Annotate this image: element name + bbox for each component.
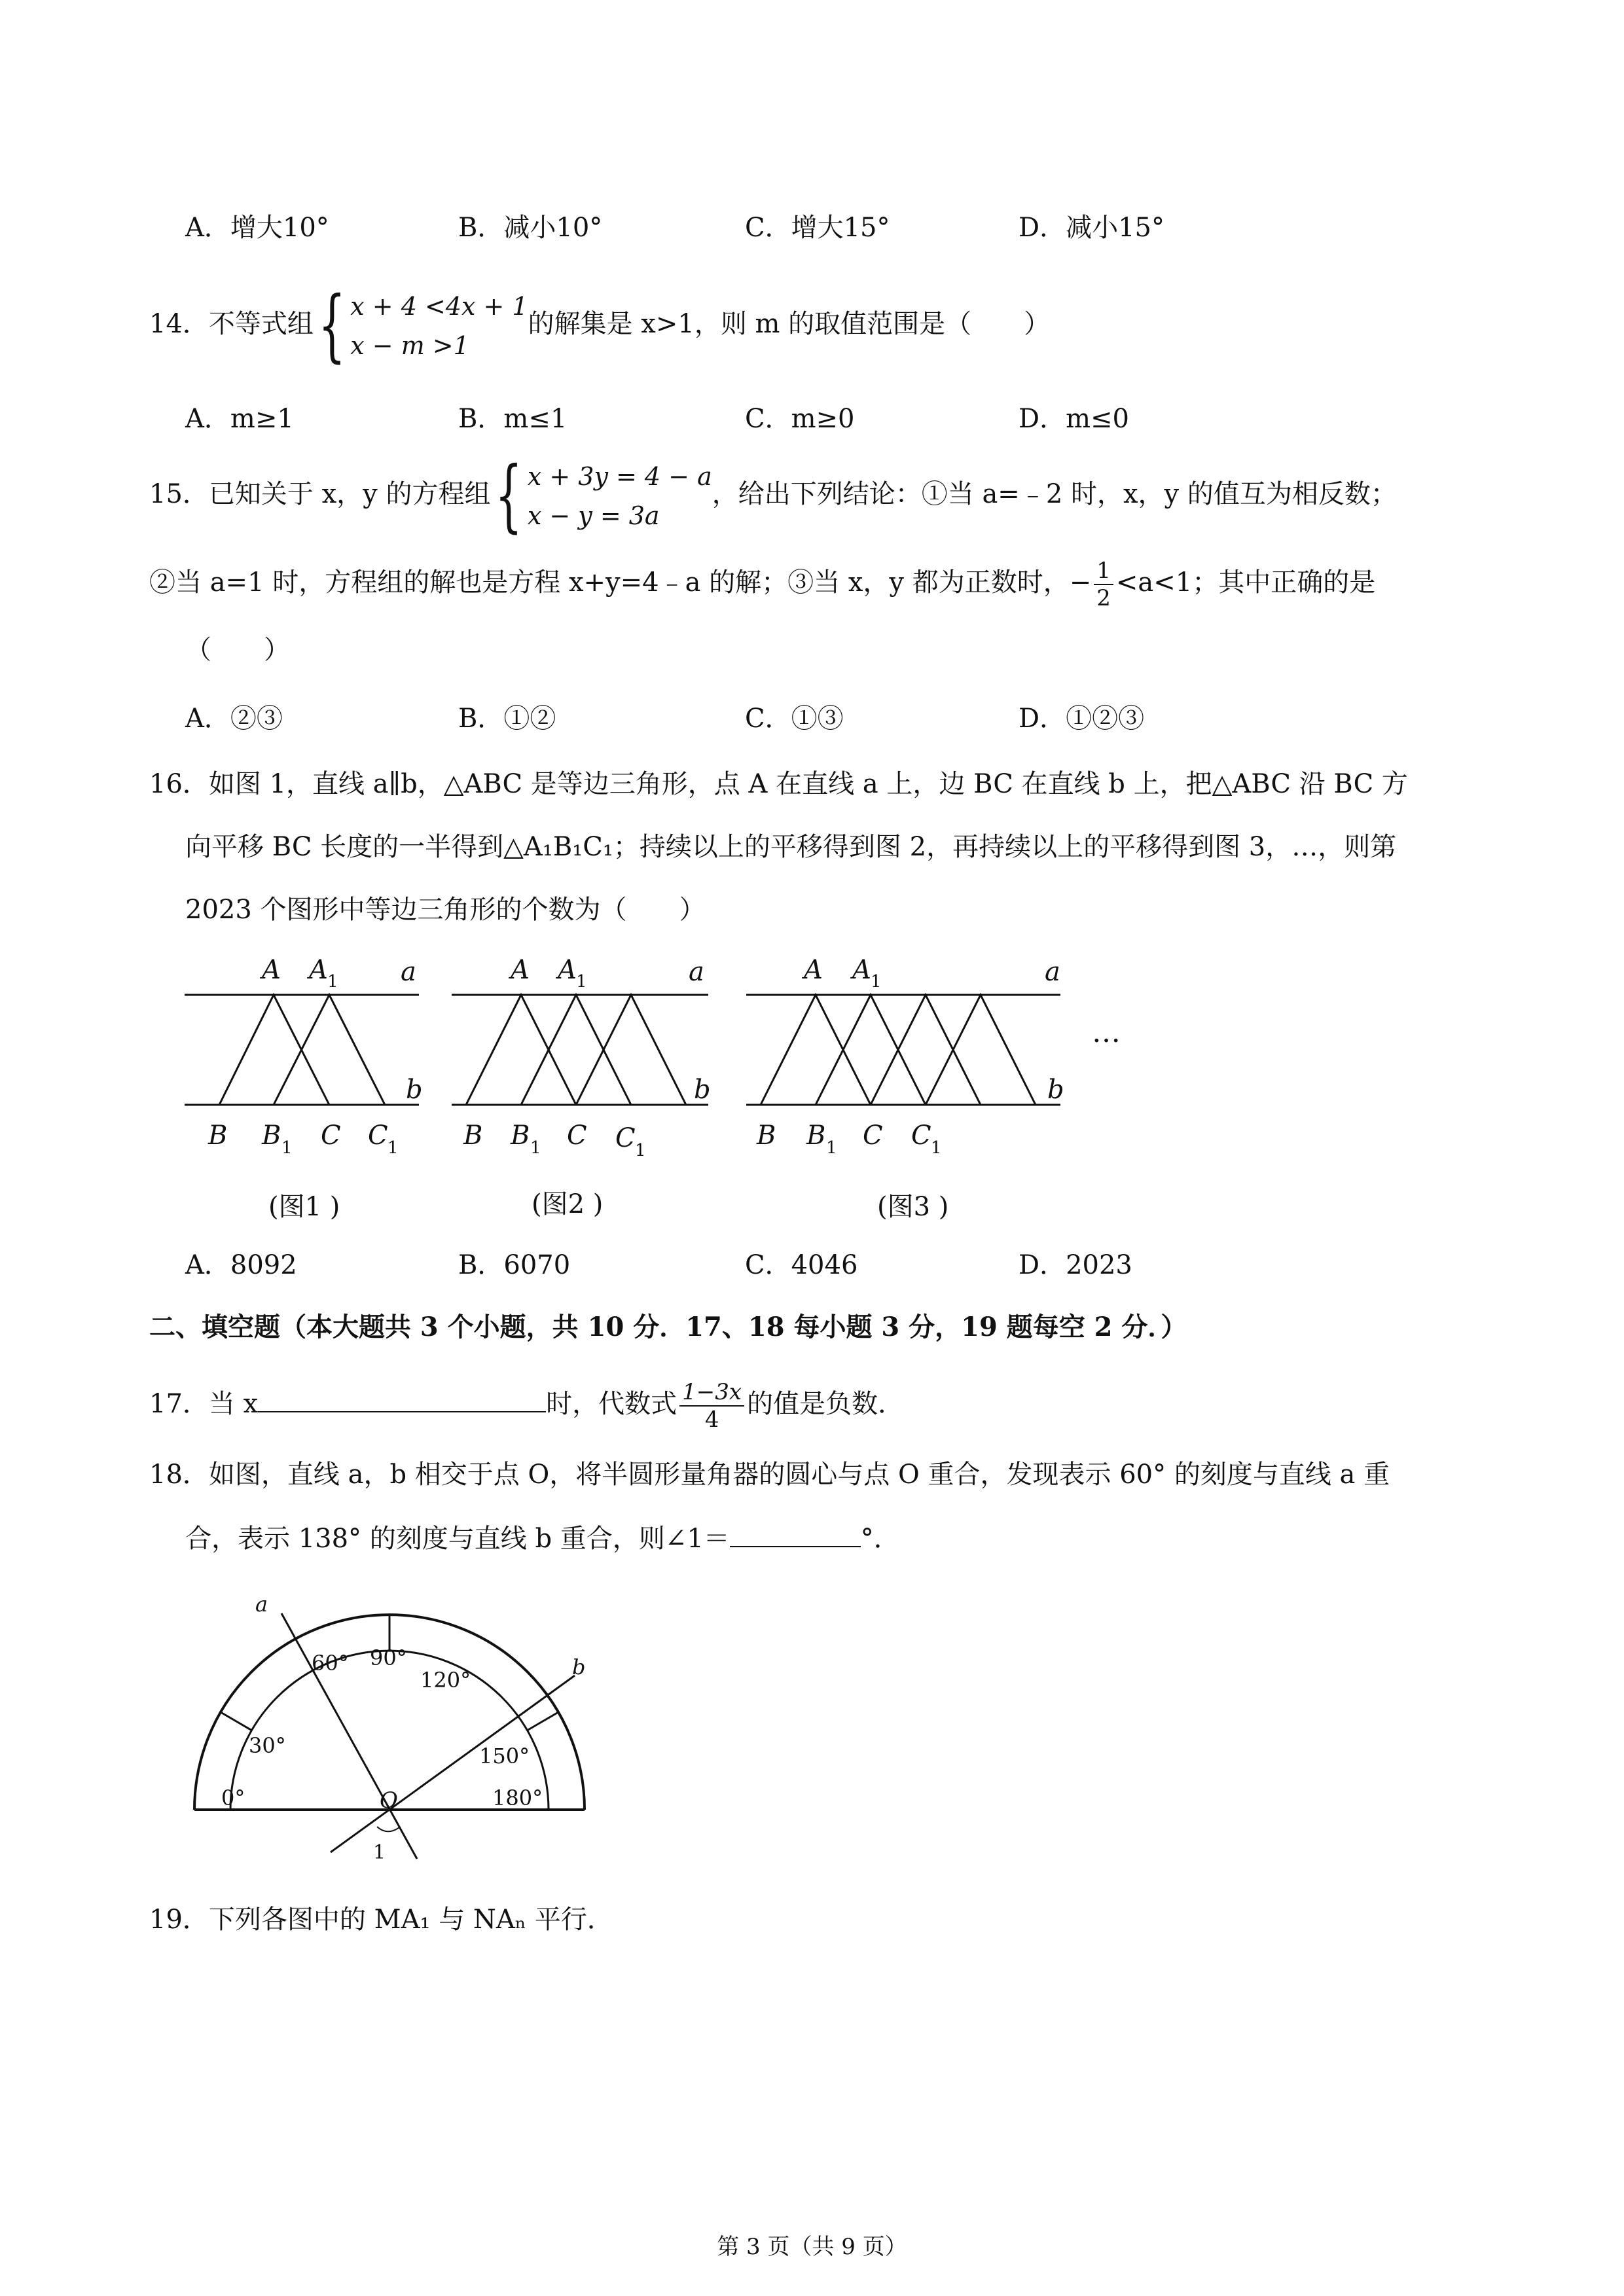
fig3-label-B: B — [757, 1121, 776, 1151]
q19-stem: 19．下列各图中的 MA₁ 与 NAₙ 平行． — [149, 1905, 613, 1935]
fig3-triangle-2 — [816, 995, 926, 1105]
q13-option-b: B．减小10° — [458, 213, 603, 243]
fig1-label-a: a — [401, 957, 416, 987]
fig1-label-C1: C — [368, 1121, 388, 1151]
tick-30 — [221, 1712, 252, 1731]
fig3-label-C1: C — [911, 1121, 931, 1151]
fig1-label-b: b — [406, 1075, 423, 1105]
q15-eq2: x − y = 3a — [527, 501, 660, 530]
fig2-label-B: B — [463, 1121, 483, 1151]
label-180deg: 180° — [492, 1785, 543, 1810]
q13-option-c: C．增大15° — [745, 213, 890, 243]
fig3-label-B1: B — [806, 1121, 826, 1151]
q18-protractor-figure — [183, 1597, 628, 1878]
q14-eq2: x − m >1 — [350, 331, 469, 360]
line-b — [331, 1676, 575, 1852]
fig-ellipsis: … — [1092, 1016, 1121, 1049]
q16-caption-1: (图1 ) — [268, 1192, 340, 1222]
fig1-label-B1: B — [262, 1121, 281, 1151]
q15-frac-num: 1 — [1094, 558, 1113, 585]
svg-text:1: 1 — [327, 972, 338, 992]
fig2-triangle-2 — [521, 995, 631, 1105]
q18-line2-a: 合，表示 138° 的刻度与直线 b 重合，则∠1＝ — [185, 1524, 730, 1554]
angle-1-arc — [377, 1827, 399, 1831]
tick-150 — [527, 1712, 558, 1731]
q16-line1: 16．如图 1，直线 a∥b，△ABC 是等边三角形，点 A 在直线 a 上，边 BC 在直线 b 上，把△ABC 沿 BC 方 — [149, 769, 1408, 799]
q13-option-a: A．增大10° — [185, 213, 329, 243]
svg-text:1: 1 — [281, 1138, 293, 1158]
svg-text:1: 1 — [871, 972, 882, 992]
label-O: O — [380, 1787, 398, 1814]
svg-text:1: 1 — [826, 1138, 837, 1158]
q15-eq1: x + 3y = 4 − a — [527, 462, 712, 491]
fig3-triangle-3 — [871, 995, 981, 1105]
q16-line3: 2023 个图形中等边三角形的个数为（ ） — [185, 895, 706, 925]
q14-prefix: 14．不等式组 — [149, 309, 314, 339]
fig3-label-A: A — [804, 955, 823, 985]
q13-option-d: D．减小15° — [1019, 213, 1164, 243]
q18-line2-b: °． — [860, 1524, 900, 1554]
q14-stem — [149, 280, 1051, 371]
fig2-triangle-1 — [466, 995, 576, 1105]
q17-fraction — [679, 1379, 744, 1433]
fig2-label-C: C — [567, 1121, 587, 1151]
q15-option-d: D．①②③ — [1019, 704, 1145, 734]
q15-line2 — [149, 556, 1375, 611]
q17-answer-blank[interactable] — [258, 1385, 546, 1412]
q15-line2-b: <a<1；其中正确的是 — [1115, 567, 1376, 598]
fig3-label-A1: A — [852, 955, 871, 985]
svg-text:1: 1 — [931, 1138, 942, 1158]
label-a: a — [255, 1597, 268, 1617]
fig2-label-A1: A — [558, 955, 577, 985]
fig1-label-A1: A — [309, 955, 328, 985]
q14-eq1: x + 4 <4x + 1 — [350, 292, 528, 321]
label-0deg: 0° — [221, 1785, 245, 1810]
q14-option-a: A．m≥1 — [185, 404, 294, 434]
label-60deg: 60° — [312, 1651, 349, 1676]
q16-option-c: C．4046 — [745, 1250, 858, 1280]
q16-caption-2: (图2 ) — [532, 1189, 604, 1219]
q17-mid: 时，代数式 — [546, 1389, 677, 1419]
fig2-label-B1: B — [511, 1121, 530, 1151]
svg-text:1: 1 — [635, 1141, 646, 1160]
label-30deg: 30° — [249, 1733, 286, 1758]
q14-option-c: C．m≥0 — [745, 404, 855, 434]
q14-system — [350, 287, 528, 365]
fig2-triangle-3 — [576, 995, 686, 1105]
q15-line1 — [149, 450, 1397, 541]
q18-answer-blank[interactable] — [730, 1520, 861, 1547]
label-90deg: 90° — [370, 1645, 407, 1670]
q16-line2: 向平移 BC 长度的一半得到△A₁B₁C₁；持续以上的平移得到图 2，再持续以上的平移得到图 3，…，则第 — [185, 832, 1397, 862]
q16-option-b: B．6070 — [458, 1250, 571, 1280]
fig3-label-b: b — [1047, 1075, 1064, 1105]
q15-line1-suffix: ，给出下列结论：①当 a=﹣2 时，x，y 的值互为相反数； — [712, 479, 1397, 509]
q15-option-b: B．①② — [458, 704, 556, 734]
q16-figure — [0, 936, 1624, 1172]
fig2-label-A: A — [511, 955, 530, 985]
q17-frac-den: 4 — [704, 1407, 719, 1433]
label-b: b — [572, 1655, 586, 1679]
label-150deg: 150° — [479, 1744, 530, 1768]
svg-text:1: 1 — [576, 972, 587, 992]
q17-frac-num: 1−3x — [679, 1379, 744, 1407]
q15-brace: { — [495, 450, 523, 541]
fig3-label-a: a — [1045, 957, 1060, 987]
fig1-label-C: C — [321, 1121, 341, 1151]
q17-prefix: 17．当 x — [149, 1389, 259, 1419]
q16-caption-3: (图3 ) — [877, 1192, 949, 1222]
fig3-triangle-1 — [761, 995, 871, 1105]
fig3-label-C: C — [863, 1121, 883, 1151]
fig1-triangle-1 — [219, 995, 329, 1105]
q17-suffix: 的值是负数． — [747, 1389, 905, 1419]
fig2-label-C1: C — [615, 1123, 636, 1153]
label-120deg: 120° — [420, 1668, 471, 1693]
q15-line3: （ ） — [185, 635, 290, 665]
q15-line2-a: ②当 a=1 时，方程组的解也是方程 x+y=4﹣a 的解；③当 x，y 都为正数时，− — [149, 567, 1092, 598]
q18-line2 — [185, 1520, 900, 1557]
q15-option-a: A．②③ — [185, 704, 283, 734]
fig2-label-a: a — [689, 957, 704, 987]
svg-text:1: 1 — [530, 1138, 541, 1158]
svg-text:1: 1 — [388, 1138, 399, 1158]
q15-option-c: C．①③ — [745, 704, 844, 734]
section-2-heading: 二、填空题（本大题共 3 个小题，共 10 分．17、18 每小题 3 分，19 题每空 2 分．） — [149, 1312, 1187, 1342]
fig3-triangle-4 — [926, 995, 1036, 1105]
fig2-label-b: b — [694, 1075, 711, 1105]
q15-system — [528, 457, 712, 535]
label-angle-1: 1 — [373, 1841, 386, 1864]
q15-frac-den: 2 — [1096, 585, 1111, 611]
q14-option-b: B．m≤1 — [458, 404, 568, 434]
q17-stem — [149, 1374, 904, 1433]
page-footer: 第 3 页（共 9 页） — [717, 2234, 907, 2260]
q16-option-a: A．8092 — [185, 1250, 297, 1280]
fig1-label-A: A — [262, 955, 281, 985]
q14-brace: { — [318, 280, 346, 371]
fig1-label-B: B — [208, 1121, 228, 1151]
fig1-triangle-2 — [274, 995, 385, 1105]
q14-suffix: 的解集是 x>1，则 m 的取值范围是（ ） — [528, 309, 1051, 339]
q16-option-d: D．2023 — [1019, 1250, 1132, 1280]
q14-option-d: D．m≤0 — [1019, 404, 1129, 434]
q15-prefix: 15．已知关于 x，y 的方程组 — [149, 479, 491, 509]
q18-line1: 18．如图，直线 a，b 相交于点 O，将半圆形量角器的圆心与点 O 重合，发现表示 60° 的刻度与直线 a 重 — [149, 1460, 1390, 1490]
q15-fraction — [1094, 558, 1113, 611]
